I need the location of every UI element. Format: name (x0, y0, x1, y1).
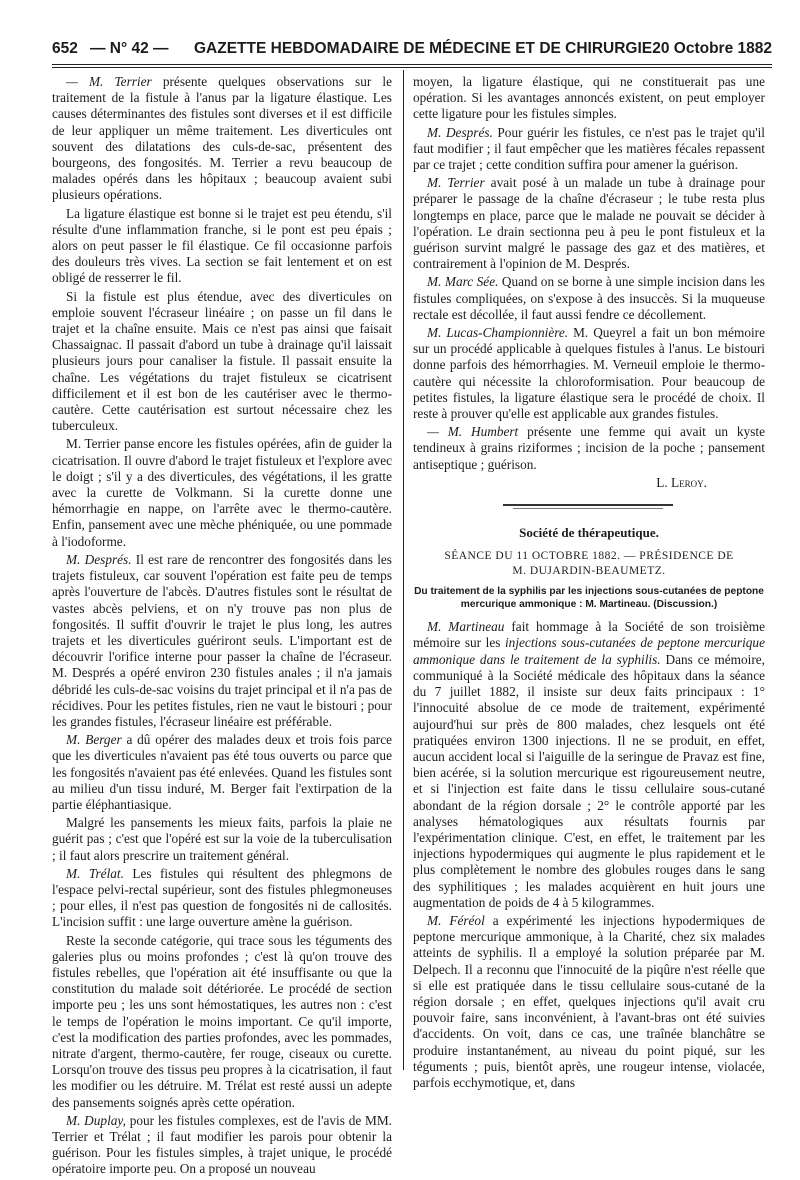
session-heading (413, 549, 765, 579)
speaker-name: M. Duplay, (66, 1112, 126, 1128)
speaker-name: M. Martineau (427, 619, 505, 635)
speaker-name: M. Lucas-Championnière. (427, 325, 569, 341)
paragraph-text: M. Queyrel a fait un bon mémoire sur un procédé applicable à quelques fistules à l'anus. Le bistouri donne parfois des hémorrhagies. M. Verneuil emploie le thermo-cautère qui nécessite la chloroformisation. Pour beaucoup de petites fistules, la ligature élastique sera le procédé de choix. Il reste à prouver qu'elle est applicable aux grandes fistules. (413, 325, 765, 422)
paragraph-text: présente quelques observations sur le traitement de la fistule à l'anus par la ligature élastique. Les causes déterminantes des fistules sont diverses et il est difficile de leur appliquer un même traitement. Les diverticules ont souvent des dilatations des culs-de-sac, présentent des bourgeons, des fongosités. M. Terrier a revu beaucoup de malades opérés dans les hôpitaux ; beaucoup avaient subi plusieurs opérations. (52, 74, 392, 203)
paragraph (52, 732, 392, 813)
header-rule (52, 64, 772, 65)
paragraph-text: fait hommage à la Société de son troisième mémoire sur les (413, 619, 765, 651)
paragraph-text: Dans ce mémoire, communiqué à la Société médicale des hôpitaux dans la séance du 7 juillet 1882, il insiste sur deux faits principaux : 1° l'innocuité absolue de ce mode de traitement, expérimenté aujourd'hui sur près de 800 malades, chez lesquels ont été pratiquées environ 1300 injections. Il ne se produit, en effet, aucun accident local si l'aiguille de la seringue de Pravaz est fine, bien acérée, si la solution mercurique est rigoureusement neutre, et si l'injection est faite dans le tissu cellulaire sous-cutané abondant de la région dorsale ; 2° le contrôle apporté par les analyses hématologiques aux résultats fournis par l'expérimentation clinique. C'est, en effet, le traitement par les injections hypodermiques qui augmente le plus rapidement et le plus complètement le nombre des globules rouges dans le sang des syphilitiques ; les malades acquièrent en huit jours une augmentation de poids de 4 à 5 kilogrammes. (413, 651, 765, 910)
paragraph: Si la fistule est plus étendue, avec des diverticules on emploie souvent l'écraseur linéaire ; on passe un fil dans le trajet et la chaîne ensuite. Mais ce n'est pas ainsi que faisait Chassaignac. Il passait d'abord un tube à drainage qu'il laissait plusieurs jours pour canaliser la fistule. Il passait ensuite la chaîne. Les végétations du trajet fistuleux se cicatrisent difficilement et il est bon de les cautériser avec le thermo-cautère. Cette cautérisation est surtout nécessaire chez les tuberculeux. (52, 288, 392, 434)
speaker-name: M. Trélat. (66, 865, 124, 881)
paragraph (52, 552, 392, 730)
page-header (52, 36, 772, 62)
header-rule-double (52, 67, 772, 68)
speaker-name: M. Marc Sée. (427, 274, 499, 290)
paragraph (413, 913, 765, 1091)
column-divider (403, 70, 404, 1070)
paragraph (413, 619, 765, 911)
paragraph-text: pour les fistules complexes, est de l'avis de MM. Terrier et Trélat ; il faut modifier les parois pour obtenir la guérison. Pour les fistules simples, à trajet unique, le procédé opératoire importe peu. On a proposé un nouveau (52, 1112, 392, 1177)
paragraph (52, 74, 392, 204)
paragraph (413, 424, 765, 473)
speaker-name: M. Terrier (427, 175, 485, 191)
paragraph: Reste la seconde catégorie, qui trace sous les téguments des galeries plus ou moins profondes ; c'est là qu'on trouve des fistules rebelles, que l'opération ait été insuffisante ou que la constitution du malade soit détériorée. Le procédé de section importe peu ; les uns sont hémostatiques, les autres non : c'est le temps de l'opération le moins important. Ce qu'il importe, c'est la modification des parties profondes, avec les pommades, nitrate d'argent, thermo-cautère, fer rouge, ciseaux ou curette. Lorsqu'on trouve des tissus peu propres à la cicatrisation, il faut les modifier ou les détruire. M. Trélat est resté aussi un adepte des pansements soignés après cette opération. (52, 932, 392, 1110)
speaker-name: M. Berger (66, 732, 122, 748)
paragraph-text: Les fistules qui résultent des phlegmons de l'espace pelvi-rectal supérieur, sont des fistules phlegmoneuses ; pour elles, il n'est pas question de fongosités ni de callosités. L'incision suffit : une large ouverture amène la guérison. (52, 865, 392, 930)
discussion-subject: Du traitement de la syphilis par les injections sous-cutanées de peptone mercurique ammonique : M. Martineau. (Discussion.) (414, 586, 764, 611)
paragraph-text: Pour guérir les fistules, ce n'est pas le trajet qu'il faut modifier ; il faut empêcher que les matières fécales repassent par ce trajet ; cette condition suffira pour amener la guérison. (413, 124, 765, 173)
signature: L. Leroy. (656, 474, 707, 490)
paragraph-text: Quand on se borne à une simple incision dans les fistules compliquées, on s'expose à des insuccès. Si la muqueuse rectale est décollée, il faut aussi fendre ce décollement. (413, 274, 765, 322)
separator-line (503, 504, 673, 506)
paragraph: M. Terrier panse encore les fistules opérées, afin de guider la cicatrisation. Il ouvre d'abord le trajet fistuleux et l'explore avec le doigt ; s'il y a des diverticules, des végétations, il les gratte avec la curette de Volkmann. Si la curette donne une hémorrhagie en nappe, on l'arrête avec le thermo-cautère. Enfin, pansement avec une mèche phéniquée, ou une pommade à l'iodoforme. (52, 436, 392, 549)
journal-title: GAZETTE HEBDOMADAIRE DE MÉDECINE ET DE CHIRURGIE (194, 40, 653, 57)
paragraph (52, 866, 392, 931)
paragraph-text: présente une femme qui avait un kyste tendineux à grains riziformes ; incision de la poche ; pansement antiseptique ; guérison. (413, 424, 765, 472)
paragraph: Malgré les pansements les mieux faits, parfois la plaie ne guérit pas ; c'est que l'opéré est sur la voie de la tuberculisation ; il faut alors prescrire un traitement général. (52, 815, 392, 863)
paragraph (413, 274, 765, 323)
section-title: Société de thérapeutique. (519, 525, 659, 541)
paragraph-text: a expérimenté les injections hypodermiques de peptone mercurique ammonique, à la Charité, chez six malades atteints de syphilis. Il a employé la solution préparée par M. Delpech. Il a reconnu que l'innocuité de la piqûre n'est réelle que si elle est pratiquée dans le tissu cellulaire sous-cutané de la région dorsale ; en effet, quelques injections qu'il avait cru pouvoir faire, sans inconvénient, à l'avant-bras ont été suivies d'accidents. On voit, dans ce cas, une traînée blanchâtre se produire instantanément, au niveau du point piqué, sur les téguments ; puis, bientôt après, une rougeur intense, violacée, parfois ecchymotique, et, dans (413, 912, 765, 1090)
page-number: 652 (52, 40, 78, 57)
speaker-name: M. Després. (66, 551, 132, 567)
paragraph (413, 125, 765, 174)
session-president: M. DUJARDIN-BEAUMETZ. (512, 565, 666, 578)
right-column (413, 74, 765, 1093)
paragraph-text: Il est rare de rencontrer des fongosités dans les trajets fistuleux, car souvent l'opération est faite peu de temps après l'ouverture de l'abcès. D'autres fistules sont le résultat de vastes abcès pelviens, et on n'y trouve pas non plus de fongosités. Il suffit d'ouvrir le trajet le plus long, les autres trajets et les diverticules guériront seuls. L'important est de découvrir l'orifice interne pour passer la chaîne de l'écraseur. M. Després a opéré environ 230 fistules anales ; il n'a jamais débridé les culs-de-sac voisins du trajet principal et il n'a pas de récidives. Pour les petites fistules, rien ne vaut le bistouri ; pour les grandes fistules, l'écraseur linéaire est préférable. (52, 551, 392, 729)
paragraph (413, 325, 765, 422)
separator-line (513, 508, 663, 509)
paragraph (52, 1113, 392, 1178)
speaker-name: M. Després. (427, 124, 493, 140)
session-line: SÉANCE DU 11 OCTOBRE 1882. — PRÉSIDENCE DE (444, 550, 734, 563)
paragraph: La ligature élastique est bonne si le trajet est peu étendu, s'il résulte d'une inflammation franche, si le pont est peu épais ; alors on peut passer le fil élastique. Ce fil occasionne parfois des douleurs très vives. La section se fait lentement et on est obligé de resserrer le fil. (52, 205, 392, 286)
paragraph-text: a dû opérer des malades deux et trois fois parce que les diverticules n'avaient pas été tous ouverts ou parce que les fongosités n'avaient pas été enlevées. Quand les fistules sont au milieu d'un tissu induré, M. Berger fait l'extirpation de la partie éléphantiasique. (52, 732, 392, 812)
memoir-title: injections sous-cutanées de peptone mercurique ammonique dans le traitement de la syphilis. (413, 635, 765, 667)
issue-number: — N° 42 — (90, 40, 169, 57)
speaker-name: — M. Humbert (427, 424, 519, 440)
speaker-name: — M. Terrier (66, 74, 152, 89)
left-column (52, 74, 392, 1180)
section-separator (413, 497, 765, 515)
paragraph (413, 175, 765, 272)
speaker-name: M. Féréol (427, 912, 485, 928)
issue-date: 20 Octobre 1882 (652, 40, 772, 57)
paragraph-text: avait posé à un malade un tube à drainage pour préparer le passage de la chaîne d'écraseur ; le tube resta plus longtemps en place, parce que le malade ne pouvait se décider à l'opération. Le drain sectionna peu à peu le pont fistuleux et la guérison survint malgré le passage des gaz et des matières, et contrairement à l'opinion de M. Després. (413, 175, 765, 272)
paragraph: moyen, la ligature élastique, qui ne constituerait pas une opération. Si les avantages annoncés existent, on peut employer cette ligature pour les fistules simples. (413, 74, 765, 122)
